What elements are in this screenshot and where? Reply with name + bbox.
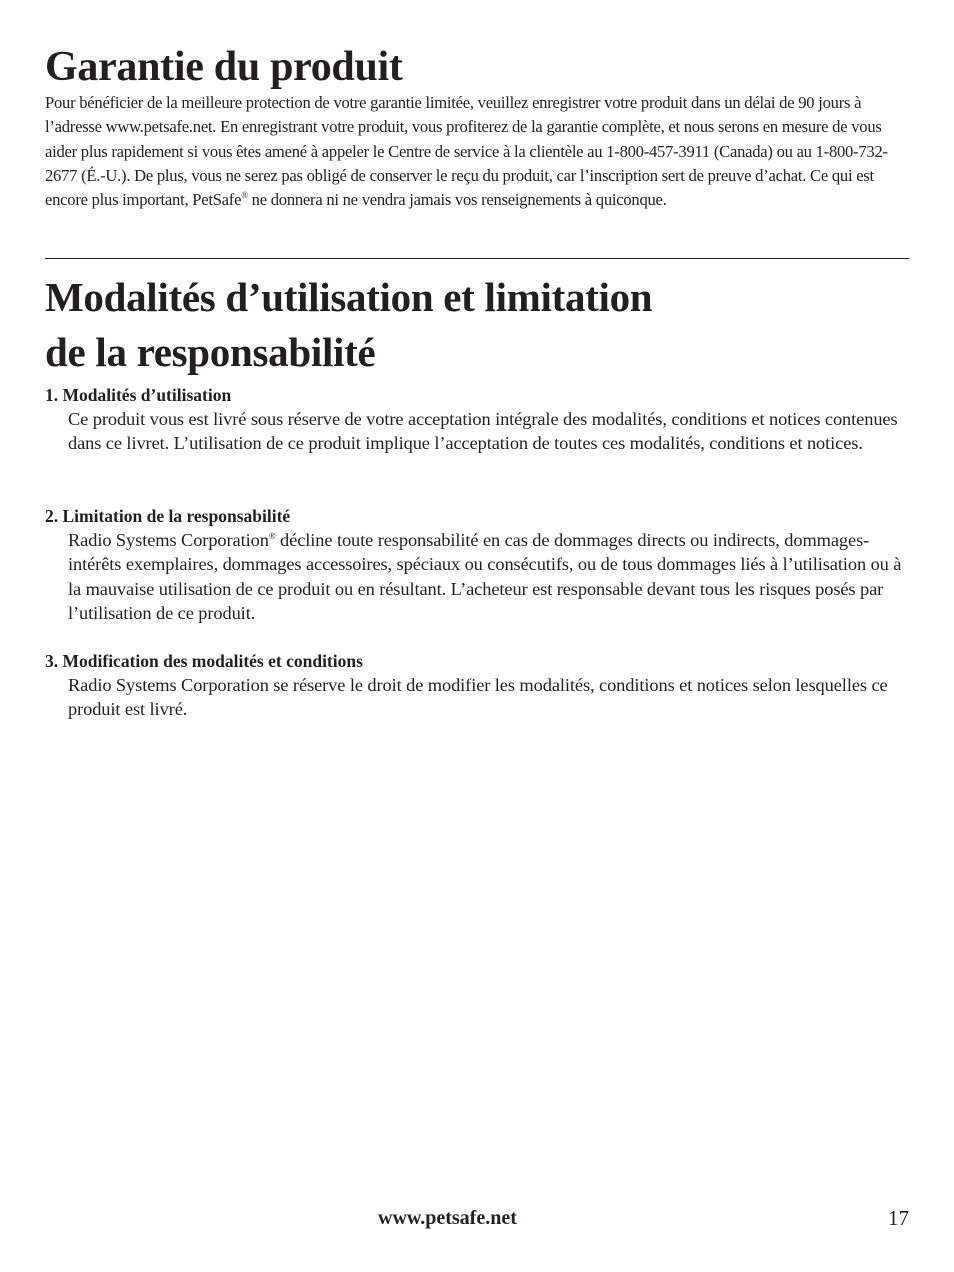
registered-mark: ® [268,531,276,541]
registered-mark: ® [241,190,248,201]
document-page [45,0,909,1272]
section-divider [45,258,909,259]
warranty-title: Garantie du produit [45,44,403,90]
section-heading: 1. Modalités d’utilisation [45,385,232,405]
section-body [45,528,909,625]
footer-website: www.petsafe.net [378,1207,517,1229]
terms-section-2 [45,504,909,625]
terms-title [45,270,652,380]
warranty-text-part1: Pour bénéficier de la meilleure protection de votre garantie limitée, veuillez enregistrer votre produit dans un délai de 90 jours à l’adresse www.petsafe.net. En enregistrant votre produit, vous profiterez de la garantie complète, et nous serons en mesure de vous aider plus rapidement si vous êtes amené à appeler le Centre de service à la clientèle au 1-800-457-3911 (Canada) ou au 1-800-732-2677 (É.-U.). De plus, vous ne serez pas obligé de conserver le reçu du produit, car l’inscription sert de preuve d’achat. Ce qui est encore plus important, PetSafe [45,93,888,210]
terms-title-line1: Modalités d’utilisation et limitation [45,274,653,320]
terms-section-3 [45,649,909,722]
section-body-part1: Radio Systems Corporation [68,530,269,550]
section-body: Ce produit vous est livré sous réserve de votre acceptation intégrale des modalités, conditions et notices contenues dans ce livret. L’utilisation de ce produit implique l’acceptation de toutes ces modalités, conditions et notices. [68,409,898,454]
section-body-part2: décline toute responsabilité en cas de dommages directs ou indirects, dommages-intérêts exemplaires, dommages accessoires, spéciaux ou consécutifs, ou de tous dommages liés à l’utilisation ou à la mauvaise utilisation de ce produit ou en résultant. L’acheteur est responsable devant tous les risques posés par l’utilisation de ce produit. [68,530,902,623]
terms-title-line2: de la responsabilité [45,329,376,375]
section-heading: 2. Limitation de la responsabilité [45,506,291,526]
page-number: 17 [888,1206,909,1230]
warranty-paragraph [45,91,911,212]
section-body: Radio Systems Corporation se réserve le droit de modifier les modalités, conditions et notices selon lesquelles ce produit est livré. [68,675,888,720]
terms-section-1 [45,383,909,456]
warranty-text-part2: ne donnera ni ne vendra jamais vos renseignements à quiconque. [247,190,667,210]
section-heading: 3. Modification des modalités et conditions [45,651,363,671]
